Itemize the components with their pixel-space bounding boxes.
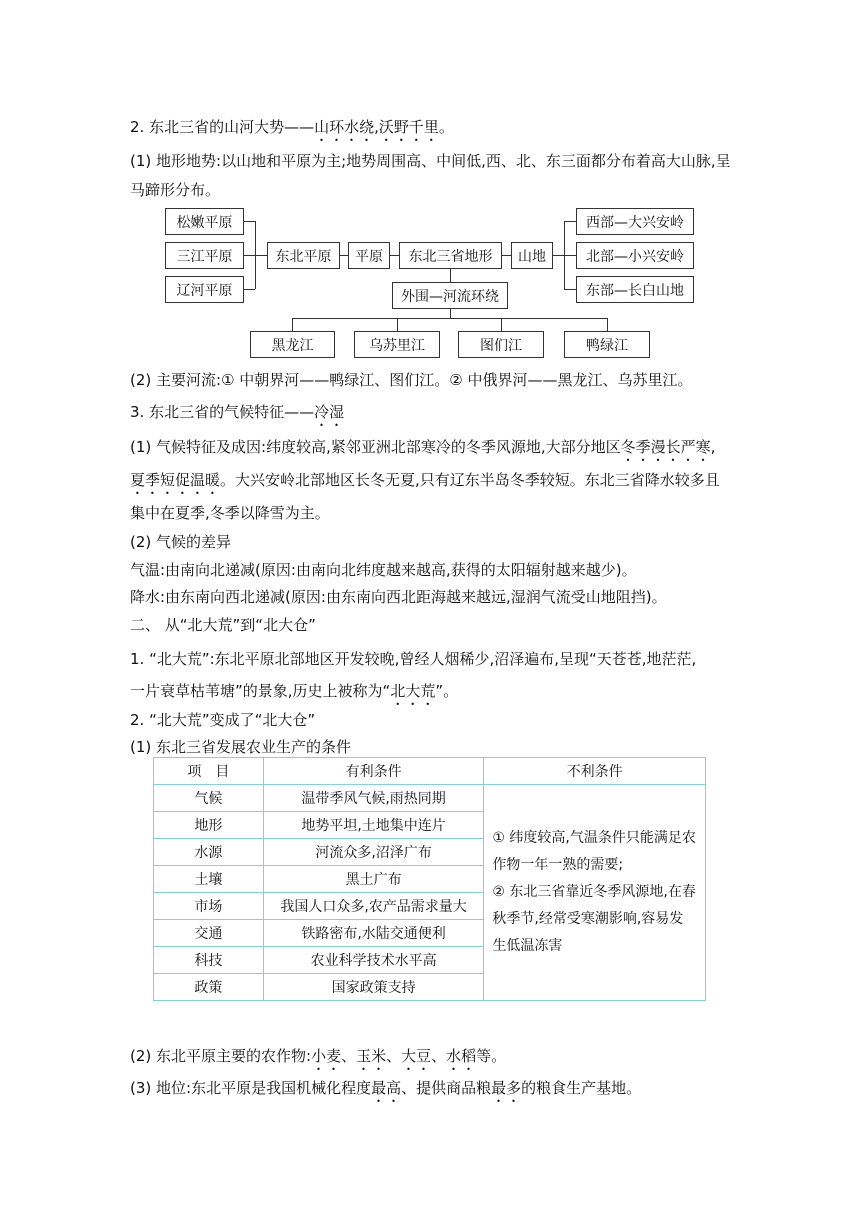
table-cell: 黑土广布 (263, 866, 484, 893)
table-cell: 交通 (154, 920, 264, 947)
mountain-east: 东部—长白山地 (576, 276, 694, 303)
precipitation-line: 降水:由东南向西北递减(原因:由东南向西北距海越来越远,湿润气流受山地阻挡)。 (130, 588, 667, 606)
terrain-paragraph-line2: 马蹄形分布。 (130, 181, 221, 199)
table-header-favorable: 有利条件 (263, 758, 484, 785)
center-box: 东北三省地形 (399, 242, 502, 269)
river-heilongjiang: 黑龙江 (250, 331, 335, 358)
part-2-title: 二、 从“北大荒”到“北大仓” (130, 616, 316, 634)
temperature-line: 气温:由南向北递减(原因:由南向北纬度越来越高,获得的太阳辐射越来越少)。 (130, 561, 637, 579)
table-cell: 农业科学技术水平高 (263, 947, 484, 974)
table-cell: 地形 (154, 812, 264, 839)
table-cell: 河流众多,沼泽广布 (263, 839, 484, 866)
table-cell: 土壤 (154, 866, 264, 893)
river-tumenjiang: 图们江 (458, 331, 544, 358)
crops-line: (2) 东北平原主要的农作物:小麦、玉米、大豆、水稻等。 (130, 1047, 507, 1065)
mountain-box: 山地 (511, 242, 553, 269)
unfavorable-item-2: ② 东北三省靠近冬季风源地,在春秋季节,经常受寒潮影响,容易发生低温冻害 (492, 884, 696, 954)
unfavorable-item-1: ① 纬度较高,气温条件只能满足农作物一年一熟的需要; (492, 830, 696, 873)
table-cell: 地势平坦,土地集中连片 (263, 812, 484, 839)
table-cell: 市场 (154, 893, 264, 920)
northeast-plain-box: 东北平原 (267, 242, 340, 269)
table-row (154, 785, 706, 812)
table-cell: 国家政策支持 (263, 974, 484, 1001)
table-cell: 科技 (154, 947, 264, 974)
table-cell: 我国人口众多,农产品需求量大 (263, 893, 484, 920)
table-cell: 铁路密布,水陆交通便利 (263, 920, 484, 947)
rivers-root-box: 外围—河流环绕 (392, 282, 508, 309)
table-cell: 水源 (154, 839, 264, 866)
unfavorable-conditions-cell (484, 785, 706, 1001)
plain-liaohe: 辽河平原 (165, 276, 244, 303)
plain-sanjiang: 三江平原 (165, 242, 244, 269)
climate-paragraph-line2: 夏季短促温暖。大兴安岭北部地区长冬无夏,只有辽东半岛冬季较短。东北三省降水较多且 (130, 471, 720, 489)
conditions-table (153, 757, 706, 1001)
climate-paragraph-line3: 集中在夏季,冬季以降雪为主。 (130, 504, 330, 522)
table-header-row (154, 758, 706, 785)
mountain-north: 北部—小兴安岭 (576, 242, 694, 269)
section-3-title: 3. 东北三省的气候特征——冷湿 (130, 403, 345, 421)
plain-box: 平原 (348, 242, 390, 269)
section-2-title: 2. 东北三省的山河大势——山环水绕,沃野千里。 (130, 118, 454, 136)
beidahuang-paragraph-line1: 1. “北大荒”:东北平原北部地区开发较晚,曾经人烟稀少,沼泽遍布,呈现“天苍苍,地茫茫, (130, 650, 697, 668)
table-cell: 气候 (154, 785, 264, 812)
beidacang-title: 2. “北大荒”变成了“北大仓” (130, 711, 316, 729)
river-wusulijiang: 乌苏里江 (354, 331, 440, 358)
table-header-item: 项 目 (154, 758, 264, 785)
beidahuang-paragraph-line2: 一片衰草枯苇塘”的景象,历史上被称为“北大荒”。 (130, 682, 459, 700)
status-line: (3) 地位:东北平原是我国机械化程度最高、提供商品粮最多的粮食生产基地。 (130, 1079, 642, 1097)
table-header-unfavorable: 不利条件 (484, 758, 706, 785)
river-yalujiang: 鸭绿江 (564, 331, 650, 358)
table-cell: 温带季风气候,雨热同期 (263, 785, 484, 812)
climate-difference-title: (2) 气候的差异 (130, 533, 232, 551)
mountain-west: 西部—大兴安岭 (576, 208, 694, 235)
rivers-paragraph: (2) 主要河流:① 中朝界河——鸭绿江、图们江。② 中俄界河——黑龙江、乌苏里江。 (130, 371, 693, 389)
plain-songnen: 松嫩平原 (165, 208, 244, 235)
terrain-paragraph-line1: (1) 地形地势:以山地和平原为主;地势周围高、中间低,西、北、东三面都分布着高大山脉,呈 (130, 152, 731, 170)
climate-paragraph-line1: (1) 气候特征及成因:纬度较高,紧邻亚洲北部寒冷的冬季风源地,大部分地区冬季漫长严寒, (130, 438, 716, 456)
conditions-title: (1) 东北三省发展农业生产的条件 (130, 738, 352, 756)
table-cell: 政策 (154, 974, 264, 1001)
